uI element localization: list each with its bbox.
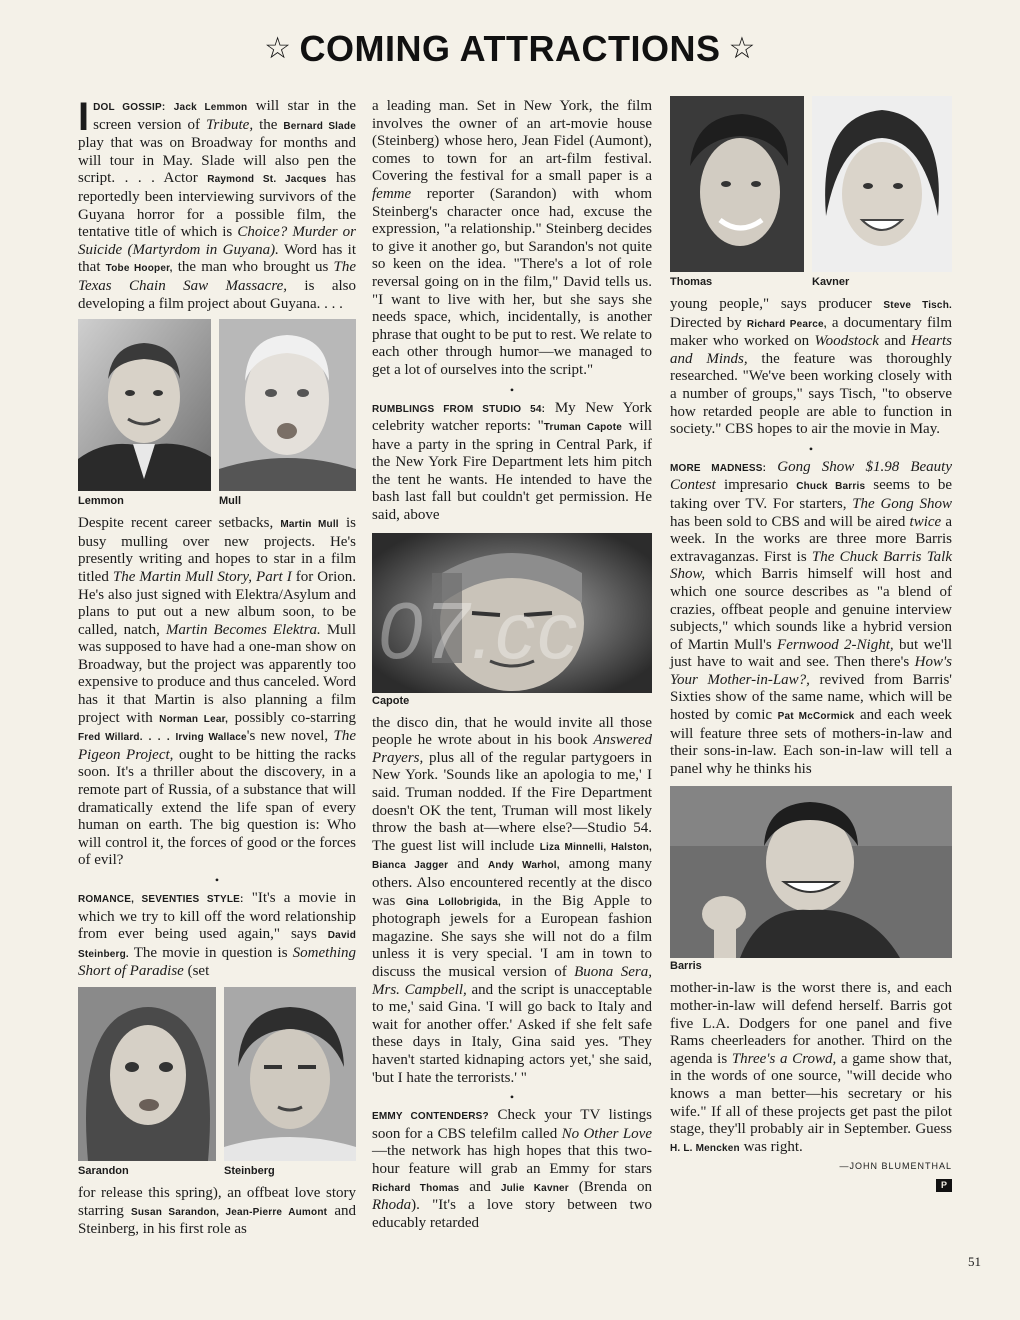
person-name: Richard Pearce, (746, 318, 827, 330)
sarandon-photo (78, 987, 216, 1161)
body-text: but we'll just have to wait and see. Then there's (670, 636, 953, 671)
photo-pair-thomas-kavner (670, 96, 952, 272)
emmy-paragraph (372, 1107, 652, 1232)
caption-row (78, 495, 356, 509)
section-kicker: MORE MADNESS: (670, 462, 767, 474)
title-text: Tribute, (206, 116, 254, 133)
body-text: was right. (739, 1138, 803, 1155)
body-text: a documentary film maker who worked on (670, 314, 952, 350)
photo-pair-lemmon-mull (78, 319, 356, 491)
body-text: young people," says producer (670, 296, 884, 312)
body-text: 's new novel, (246, 728, 334, 745)
title-text: Fernwood 2-Night, (777, 636, 894, 653)
person-name: Gina Lollobrigida, (405, 896, 501, 908)
body-text: . . . (142, 728, 176, 745)
title-text: femme (372, 185, 412, 202)
body-text: and (459, 1178, 501, 1195)
section-divider: • (509, 382, 515, 397)
body-text: Directed by (670, 314, 747, 331)
person-name: Norman Lear, (159, 713, 229, 725)
body-text: among many others. Also encountered recently at the disco was (372, 856, 652, 909)
mother-in-law-paragraph (670, 980, 952, 1157)
person-name: Susan Sarandon, Jean-Pierre Aumont (131, 1206, 328, 1218)
title-text: The Texas Chain Saw Massacre, (78, 259, 356, 294)
photo-caption: Steinberg (224, 1164, 275, 1177)
mull-portrait-image (219, 319, 356, 491)
body-text: is also developing a film project about Guyana. . . . (78, 277, 357, 312)
photo-caption: Capote (372, 694, 410, 707)
idol-gossip-paragraph (78, 95, 357, 313)
body-text: seems to be taking over TV. For starters, (670, 477, 952, 512)
title-text: Choice? Murder or Suicide (Martyrdom in Guyana). (78, 224, 356, 258)
body-text: ). "It's a love story between two educably retarded (372, 1197, 652, 1231)
title-text: Hearts and Minds, (670, 333, 952, 367)
title-text: Woodstock (814, 333, 879, 350)
body-text: has reportedly been interviewing survivors of the Guyana horror for a possible film, the tentative title of which is (78, 170, 356, 241)
body-text: for Orion. He's also just signed with Elektra/Asylum and plans to put out a new album soon, to be called, natch, (78, 568, 356, 638)
body-text: and (448, 856, 488, 873)
body-text: (set (183, 963, 210, 980)
body-text: Word has it that (78, 241, 356, 276)
body-text: a game show that, in the words of one source, "will decide who knows a man better—his secretary or his wife." If all of these projects get past the pilot stage, they'll probably air in September. Guess (670, 1050, 952, 1138)
photo-caption: Sarandon (78, 1164, 129, 1177)
photo-caption: Mull (219, 495, 241, 508)
body-text: (Brenda on (568, 1178, 653, 1195)
endmark (670, 1175, 952, 1193)
sarandon-portrait-image (78, 987, 216, 1161)
body-text: the disco din, that he would invite all those people he wrote about in his book (372, 714, 652, 749)
person-name: Chuck Barris (796, 481, 866, 493)
body-text: for release this spring), an offbeat love story starring (78, 1184, 356, 1219)
thomas-photo (670, 96, 804, 272)
steinberg-photo (224, 987, 356, 1161)
person-name: Irving Wallace (175, 732, 247, 744)
person-name: Bernard Slade (283, 120, 356, 132)
lemmon-photo (78, 319, 211, 491)
body-text: which Barris himself will host and which one source describes as "a blend of crazies, offbeat people and genuine interview subjects," which sounds like a hybrid version of Martin Mull's (670, 566, 952, 653)
column-2 (372, 98, 652, 1232)
page-headline (0, 28, 1020, 70)
title-text: twice (909, 513, 942, 530)
person-name: Pat McCormick (777, 711, 855, 723)
body-text: "It's a movie in which we try to kill off the word relationship from ever being used again," says (78, 890, 356, 943)
body-text (766, 459, 777, 475)
title-text: The Chuck Barris Talk Show, (670, 548, 952, 583)
barris-photo (670, 786, 952, 958)
person-name: Truman Capote (543, 422, 623, 434)
section-kicker: ROMANCE, SEVENTIES STYLE: (78, 894, 244, 905)
title-text: The Gong Show (852, 495, 953, 512)
person-name: Steve Tisch. (883, 300, 952, 311)
column-1 (78, 95, 357, 1239)
watermark: 07.cc (378, 586, 580, 675)
title-text: The Martin Mull Story, Part I (112, 568, 292, 585)
body-text: and Steinberg, in his first role as (78, 1202, 356, 1238)
column-3 (670, 96, 952, 1193)
photo-caption: Thomas (670, 276, 713, 288)
body-text: —the network has high hopes that this two-hour feature will grab an Emmy for stars (372, 1143, 652, 1177)
section-kicker: EMMY CONTENDERS? (372, 1111, 489, 1123)
page-number: 51 (968, 1254, 981, 1269)
tisch-paragraph (670, 296, 952, 439)
person-name: Liza Minnelli, Halston, Bianca Jagger (372, 841, 652, 872)
person-name: Richard Thomas (372, 1182, 460, 1194)
caption-row (670, 276, 952, 290)
author-signature: —JOHN BLUMENTHAL (839, 1161, 952, 1172)
body-text: Check your TV listings soon for a CBS telefilm called (372, 1107, 652, 1142)
body-text: has been sold to CBS and will be aired (670, 513, 910, 530)
barris-portrait-image (670, 786, 952, 958)
romance-paragraph (78, 890, 356, 981)
body-text: possibly co-starring (228, 709, 357, 726)
thomas-portrait-image (670, 96, 804, 272)
photo-caption: Lemmon (78, 495, 124, 508)
body-text: plus all of the regular partygoers in New York. 'Sounds like an apologia to me,' I said. Truman nodded. If the Fire Department doesn't OK the tent, Truman will most likely throw the bash at—where else?—Studio 54. The guest list will include (372, 749, 652, 854)
body-text: will star in the screen version of (93, 98, 356, 133)
body-text: play that was on Broadway for months and will tour in May. Slade will also pen the script. . . . Actor (78, 135, 356, 187)
body-text: impresario (715, 477, 797, 494)
person-name: H. L. Mencken (670, 1142, 740, 1154)
section-kicker: DOL GOSSIP: (93, 102, 166, 113)
rabbit-icon: P (936, 1179, 952, 1192)
person-name: David Steinberg. (78, 930, 356, 960)
title-text: Rhoda (372, 1197, 412, 1214)
body-text: and each week will feature three sets of mothers-in-law and their sons-in-law. Each son-in-law will tell a panel why he thinks his (670, 707, 952, 777)
mull-paragraph (78, 515, 356, 870)
body-text: and (878, 333, 912, 350)
title-text: Gong Show $1.98 Beauty Contest (670, 458, 953, 494)
body-text: The movie in question is (128, 944, 293, 961)
body-text: a week. In the works are three more Barris extravaganzas. First is (670, 513, 952, 565)
person-name: Martin Mull (280, 519, 339, 531)
capote-portrait-image (372, 533, 652, 693)
title-text: Buona Sera, Mrs. Campbell, (372, 963, 652, 998)
body-text: revived from Barris' Sixties show of the same name, which will be hosted by comic (670, 671, 952, 724)
body-text: will have a party in the spring in Central Park, if the New York Fire Department lets him pitch the tent he wants. He intended to have the bash last fall but couldn't get permission. He said, above (372, 418, 652, 524)
title-text: Three's a Crowd, (731, 1050, 837, 1067)
body-text: and the script is unacceptable to me,' said Gina. 'I will go back to Italy and wait for another offer.' Asked if she felt safe these days in Italy, Gina said yes. 'They haven't started kidnaping actors yet,' she said, 'but I hate the terrorists.' " (372, 981, 652, 1086)
body-text: reporter (Sarandon) with whom Steinberg's character once had, excuse the expression, "a relationship." Steinberg decides to give it another go, but Sarandon's not quite so keen on the idea. "There's a lot of role reversal going on in the film," David tells us. "I want to live with her, but she says she needs space, which, incidentally, is another phrase that ought to be put to rest. We relate to each other through humor—we managed to get a lot of ourselves into the script." (372, 185, 652, 378)
person-name: Julie Kavner (500, 1182, 569, 1194)
section-divider: • (808, 441, 814, 456)
kavner-portrait-image (812, 96, 952, 272)
title-text: No Other Love (561, 1125, 652, 1142)
body-text: My New York celebrity watcher reports: " (372, 399, 652, 435)
star-icon: ☆ (728, 32, 756, 65)
headline-text: COMING ATTRACTIONS (299, 28, 721, 69)
person-name: Tobe Hooper, (105, 263, 173, 275)
star-icon: ☆ (264, 32, 292, 65)
capote-photo (372, 533, 652, 693)
body-text: a leading man. Set in New York, the film involves the owner of an art-movie house (Steinberg) whose hero, Jean Fidel (Aumont), comes to town for an art-film festival. Covering the festival for a small paper is a (372, 98, 652, 185)
section-divider: • (509, 1090, 515, 1105)
studio-54-paragraph (372, 400, 652, 525)
body-text: in the Big Apple to photograph jewels for a European fashion magazine. She says she will not do a film unless it is very special. 'I am in town to discuss the musical version of (372, 892, 653, 980)
title-text: How's Your Mother-in-Law?, (670, 654, 952, 688)
title-text: The Pigeon Project, (78, 728, 356, 763)
body-text: the (253, 116, 284, 133)
disco-paragraph (372, 715, 652, 1087)
body-text: the man who brought us (172, 259, 334, 276)
person-name: Andy Warhol, (488, 860, 560, 872)
title-text: Answered Prayers, (372, 732, 652, 766)
section-kicker: RUMBLINGS FROM STUDIO 54: (372, 403, 546, 415)
photo-caption: Kavner (812, 276, 850, 288)
body-text: mother-in-law is the worst there is, and each mother-in-law will defend herself. Barris got five L.A. Dodgers for one panel and five Rams cheerleaders for another. Third on the agenda is (670, 980, 952, 1067)
body-text: is busy mulling over new projects. He's presently writing and hopes to star in a film titled (78, 515, 356, 585)
body-text: the feature was thoroughly researched. "We've been working closely with a number of groups," says Tisch, "to observe how retarded people are able to function in society." CBS hopes to air the movie in May. (670, 350, 952, 438)
mull-photo (219, 319, 356, 491)
body-text: ought to be hitting the racks soon. It's a thriller about the discovery, in a remote part of Russia, of a substance that will dramatically extend the life span of every human on earth. The big question is: Who will control it, the forces of good or the forces of evil? (78, 746, 356, 869)
person-name: Raymond St. Jacques (207, 174, 327, 186)
kavner-photo (812, 96, 952, 272)
person-name: Jack Lemmon (173, 102, 248, 113)
sarandon-paragraph (78, 1185, 356, 1239)
title-text: Something Short of Paradise (78, 944, 356, 980)
caption-row (78, 1165, 356, 1179)
section-divider: • (214, 873, 220, 887)
more-madness-paragraph (670, 459, 952, 779)
title-text: Martin Becomes Elektra. (165, 621, 321, 638)
photo-caption: Barris (670, 960, 702, 973)
person-name: Fred Willard. (78, 732, 143, 744)
steinberg-portrait-image (224, 987, 356, 1161)
leading-man-paragraph (372, 98, 652, 380)
photo-pair-sarandon-steinberg (78, 987, 356, 1161)
body-text: Mull was supposed to have had a one-man show on Broadway, but the project was apparently too expensive to produce and thus canceled. Word has it that Martin is also planning a film project with (78, 621, 357, 726)
drop-cap: I (78, 95, 90, 139)
body-text: Despite recent career setbacks, (78, 515, 281, 532)
lemmon-portrait-image (78, 319, 211, 491)
